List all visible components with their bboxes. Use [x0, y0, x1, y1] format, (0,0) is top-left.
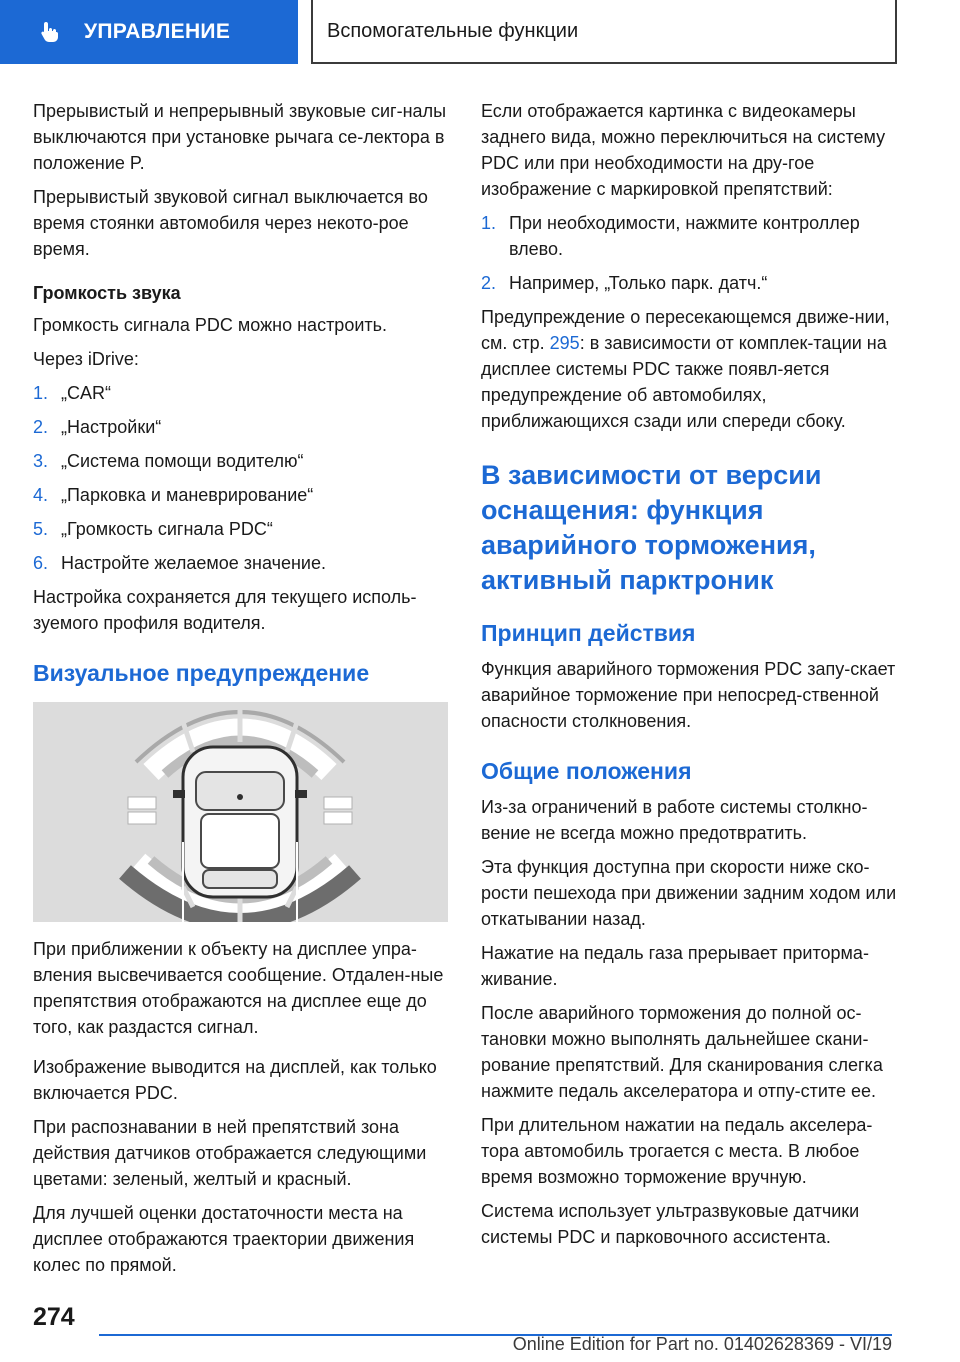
list-item	[481, 210, 901, 262]
idrive-steps-list	[33, 380, 448, 576]
left-column	[33, 98, 448, 1286]
paragraph: Прерывистый звуковой сигнал выключается во время стоянки автомобиля через некото-рое время.	[33, 187, 428, 259]
right-column	[481, 98, 901, 1258]
step-text: „Громкость сигнала PDC“	[61, 519, 273, 539]
step-number: 1.	[33, 383, 49, 403]
step-number: 1.	[481, 213, 497, 233]
camera-steps-list	[481, 210, 901, 296]
page-number: 274	[33, 1303, 75, 1331]
chapter-header	[311, 0, 897, 64]
paragraph: Из-за ограничений в работе системы столкно-вение не всегда можно предотвратить.	[481, 797, 868, 843]
paragraph: Система использует ультразвуковые датчики системы PDC и парковочного ассистента.	[481, 1201, 860, 1247]
paragraph: При приближении к объекту на дисплее упра-вления высвечивается сообщение. Отдален-ные препятствия отображаются на дисплее еще до того, как раздастся сигнал.	[33, 939, 444, 1037]
paragraph: Для лучшей оценки достаточности места на дисплее отображаются траектории движения колес по прямой.	[33, 1203, 415, 1275]
step-number: 6.	[33, 553, 49, 573]
step-text: Например, „Только парк. датч.“	[509, 273, 768, 293]
step-number: 5.	[33, 519, 49, 539]
paragraph: Функция аварийного торможения PDC запу-скает аварийное торможение при непосред-ственной опасности столкновения.	[481, 659, 896, 731]
paragraph: Настройка сохраняется для текущего исполь-зуемого профиля водителя.	[33, 587, 417, 633]
paragraph: Эта функция доступна при скорости ниже ско-рости пешехода при движении задним ходом или откатывании назад.	[481, 857, 897, 929]
volume-heading: Громкость звука	[33, 283, 181, 303]
step-text: „CAR“	[61, 383, 111, 403]
general-heading: Общие положения	[481, 758, 692, 784]
list-item	[33, 482, 448, 508]
step-text: Настройте желаемое значение.	[61, 553, 326, 573]
list-item	[33, 448, 448, 474]
emergency-braking-heading: В зависимости от версии оснащения: функция аварийного торможения, активный парктроник	[481, 460, 822, 595]
list-item	[481, 270, 901, 296]
list-item	[33, 414, 448, 440]
chapter-title: Вспомогательные функции	[327, 19, 579, 42]
step-number: 2.	[481, 273, 497, 293]
pdc-display-figure	[33, 702, 448, 922]
section-title: УПРАВЛЕНИЕ	[84, 20, 231, 43]
list-item	[33, 516, 448, 542]
text-fragment: Предупреждение о пересекающемся движе-нии, см. стр.	[481, 307, 890, 353]
paragraph: Через iDrive:	[33, 349, 139, 369]
text-fragment: : в зависимости от комплек-тации на дисплее системы PDC также появл-яется предупреждение об автомобилях, приближающихся сзади или спереди сбоку.	[481, 333, 887, 431]
paragraph: Изображение выводится на дисплей, как только включается PDC.	[33, 1057, 437, 1103]
paragraph: Если отображается картинка с видеокамеры заднего вида, можно переключиться на систему PDC или при необходимости на дру-гое изображение с маркировкой препятствий:	[481, 101, 886, 199]
list-item	[33, 380, 448, 406]
step-text: При необходимости, нажмите контроллер влево.	[509, 213, 860, 259]
step-text: „Система помощи водителю“	[61, 451, 304, 471]
visual-warning-heading: Визуальное предупреждение	[33, 660, 370, 686]
pointing-hand-icon	[38, 20, 62, 44]
paragraph: При длительном нажатии на педаль акселера-тора автомобиль трогается с места. В любое время возможно торможение вручную.	[481, 1115, 873, 1187]
page-reference-link[interactable]: 295	[549, 333, 580, 353]
header-section-tab	[0, 0, 298, 64]
paragraph: После аварийного торможения до полной ос-тановки можно выполнять дальнейшее скани-рование препятствий. Для сканирования слегка нажмите педаль акселератора и отпу-стите ее.	[481, 1003, 883, 1101]
edition-footer: Online Edition for Part no. 01402628369 - VI/19	[512, 1334, 892, 1354]
step-number: 3.	[33, 451, 49, 471]
paragraph: Нажатие на педаль газа прерывает приторма-живание.	[481, 943, 869, 989]
step-number: 4.	[33, 485, 49, 505]
principle-heading: Принцип действия	[481, 620, 696, 646]
list-item	[33, 550, 448, 576]
paragraph: Громкость сигнала PDC можно настроить.	[33, 315, 388, 335]
pdc-car-illustration	[33, 702, 448, 922]
paragraph	[481, 304, 901, 434]
step-text: „Парковка и маневрирование“	[61, 485, 314, 505]
paragraph: При распознавании в ней препятствий зона действия датчиков отображается следующими цветами: зеленый, желтый и красный.	[33, 1117, 427, 1189]
step-text: „Настройки“	[61, 417, 162, 437]
paragraph: Прерывистый и непрерывный звуковые сиг-нaлы выключаются при установке рычага се-лектора в положение P.	[33, 101, 447, 173]
step-number: 2.	[33, 417, 49, 437]
